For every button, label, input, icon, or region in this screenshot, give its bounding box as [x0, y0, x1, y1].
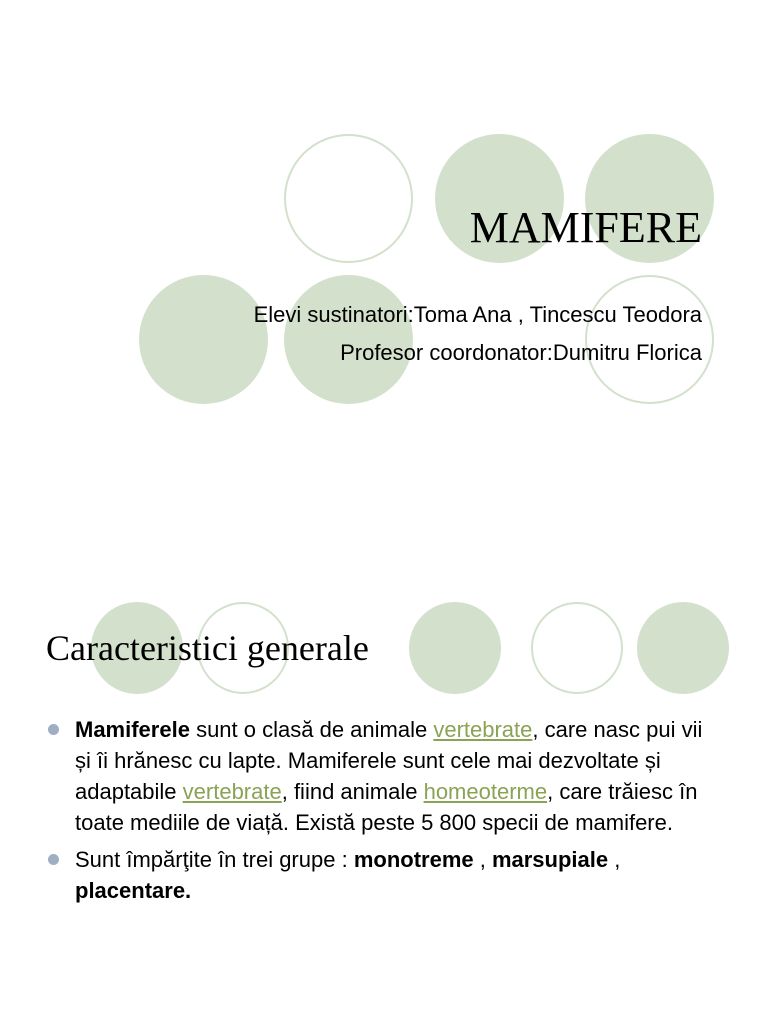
decor-circle [284, 134, 413, 263]
decor-circle [139, 275, 268, 404]
bullet-item-definition [46, 714, 726, 838]
subtitle-teacher: Profesor coordonator:Dumitru Florica [340, 340, 702, 365]
bullet-text [75, 714, 715, 838]
decor-circle [637, 602, 729, 694]
group-marsupiale: marsupiale [491, 847, 609, 872]
text-run: sunt o clasă de animale [189, 717, 434, 742]
group-monotreme: monotreme [353, 847, 474, 872]
subtitle-students: Elevi sustinatori:Toma Ana , Tincescu Teodora [253, 302, 702, 327]
slide-heading: Caracteristici generale [46, 628, 369, 668]
text-run: , care nasc pui vii și îi hrănesc cu lapte. Mamiferele sunt cele mai dezvoltate și adaptabile [75, 717, 703, 804]
text-run: , care trăiesc în toate mediile de viață. Există peste 5 800 specii de mamifere. [75, 779, 698, 835]
decor-circle [531, 602, 623, 694]
bullet-text [75, 844, 715, 906]
decor-circle [409, 602, 501, 694]
group-placentare: placentare. [75, 878, 192, 903]
text-run: , fiind animale [281, 779, 424, 804]
bullet-item-groups [46, 844, 726, 906]
bullet-dot-icon [48, 854, 59, 865]
content-slide [0, 512, 768, 1024]
bullet-dot-icon [48, 724, 59, 735]
slide-title: MAMIFERE [469, 203, 702, 252]
link-vertebrate[interactable]: vertebrate [182, 779, 282, 804]
text-run: , [473, 847, 492, 872]
text-run: Sunt împărţite în trei grupe : [75, 847, 354, 872]
text-run: , [608, 847, 621, 872]
link-homeoterme[interactable]: homeoterme [423, 779, 548, 804]
bullet-list [46, 714, 726, 906]
bold-term: Mamiferele [75, 717, 190, 742]
link-vertebrate[interactable]: vertebrate [433, 717, 533, 742]
